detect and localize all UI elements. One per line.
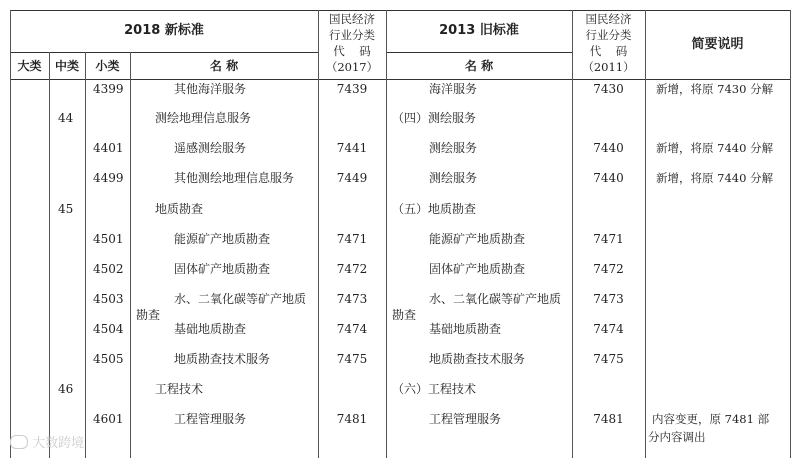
row-old-name: （五）地质勘查 [392,202,477,216]
row-code2017: 7439 [336,82,368,96]
row-code2011: 7471 [593,232,624,246]
row-code2011: 7473 [593,292,624,306]
row-small-code: 4499 [93,171,124,185]
col-sep-code2011-right [645,10,646,458]
header-code2011-l1: 国民经济 [585,12,632,26]
row-name: 其他海洋服务 [174,82,247,96]
row-code2017: 7474 [336,322,368,336]
header-code2017-l1: 国民经济 [329,12,375,26]
row-old-name: 海洋服务 [429,82,478,96]
header-new-standard: 2018 新标准 [124,23,204,38]
row-code2011: 7474 [593,322,624,336]
row-old-name: 能源矿产地质勘查 [429,232,526,246]
row-old-name: 测绘服务 [429,171,478,185]
row-note: 新增，将原 7440 分解 [656,141,774,155]
row-old-name-continuation: 勘查 [392,308,417,322]
row-old-name: 固体矿产地质勘查 [429,262,526,276]
row-mid-code: 44 [58,111,74,125]
border-right [790,10,791,458]
header-code2017-l4: （2017） [325,60,379,74]
row-old-name: （六）工程技术 [392,382,477,396]
row-code2011: 7440 [593,141,624,155]
row-name: 工程管理服务 [174,412,247,426]
row-small-code: 4401 [93,141,124,155]
row-old-name: （四）测绘服务 [392,111,477,125]
row-code2011: 7430 [593,82,624,96]
row-small-code: 4502 [93,262,124,276]
row-code2017: 7472 [336,262,368,276]
row-code2011: 7481 [593,412,624,426]
row-old-name: 测绘服务 [429,141,478,155]
row-small-code: 4505 [93,352,124,366]
header-notes: 简要说明 [691,37,744,52]
row-code2017: 7481 [336,412,368,426]
row-small-code: 4504 [93,322,124,336]
row-name: 基础地质勘查 [174,322,247,336]
watermark-text: 大数跨境 [32,436,85,451]
row-name: 工程技术 [155,382,204,396]
row-name: 遥感测绘服务 [174,141,247,155]
row-name: 测绘地理信息服务 [155,111,252,125]
row-code2017: 7473 [336,292,368,306]
header-bottom-border [10,79,790,80]
row-old-name: 地质勘查技术服务 [429,352,526,366]
watermark [10,432,150,452]
header-old-standard: 2013 旧标准 [439,23,519,38]
row-old-name: 工程管理服务 [429,412,502,426]
row-small-code: 4501 [93,232,124,246]
col-sep-mid [85,52,86,458]
header-old-name: 名 称 [464,59,494,73]
header-small-class: 小类 [95,59,120,73]
row-note: 内容变更，原 7481 部 [652,412,770,426]
header-major-class: 大类 [17,59,42,73]
row-code2011: 7475 [593,352,624,366]
row-name: 其他测绘地理信息服务 [174,171,295,185]
header-code2011-l3: 代 码 [589,44,628,58]
new-standard-divider [10,52,318,53]
row-code2011: 7440 [593,171,624,185]
col-sep-small [130,52,131,458]
row-name: 地质勘查技术服务 [174,352,271,366]
table-top-border [10,10,790,11]
header-code2011-l4: （2011） [582,60,635,74]
row-code2011: 7472 [593,262,624,276]
border-left [10,10,11,458]
row-note: 新增，将原 7430 分解 [656,82,774,96]
row-name: 水、二氧化碳等矿产地质 [174,292,307,306]
row-name-continuation: 勘查 [136,308,161,322]
row-code2017: 7441 [336,141,368,155]
row-name: 固体矿产地质勘查 [174,262,271,276]
header-code2017-l2: 行业分类 [329,28,375,42]
row-code2017: 7471 [336,232,368,246]
header-name: 名 称 [209,59,239,73]
header-code2011-l2: 行业分类 [585,28,632,42]
row-old-name: 水、二氧化碳等矿产地质 [429,292,562,306]
row-small-code: 4503 [93,292,124,306]
row-note-continuation: 分内容调出 [648,430,706,444]
old-standard-divider [386,52,572,53]
header-code2017-l3: 代 码 [333,44,371,58]
row-code2017: 7449 [336,171,368,185]
row-mid-code: 45 [58,202,74,216]
row-name: 地质勘查 [155,202,204,216]
watermark-logo-icon [10,435,28,449]
col-sep-major [49,52,50,458]
col-sep-code2017-right [386,10,387,458]
row-small-code: 4399 [93,82,124,96]
header-mid-class: 中类 [54,59,79,73]
row-mid-code: 46 [58,382,74,396]
row-name: 能源矿产地质勘查 [174,232,271,246]
row-small-code: 4601 [93,412,124,426]
row-code2017: 7475 [336,352,368,366]
row-note: 新增，将原 7440 分解 [656,171,774,185]
row-old-name: 基础地质勘查 [429,322,502,336]
